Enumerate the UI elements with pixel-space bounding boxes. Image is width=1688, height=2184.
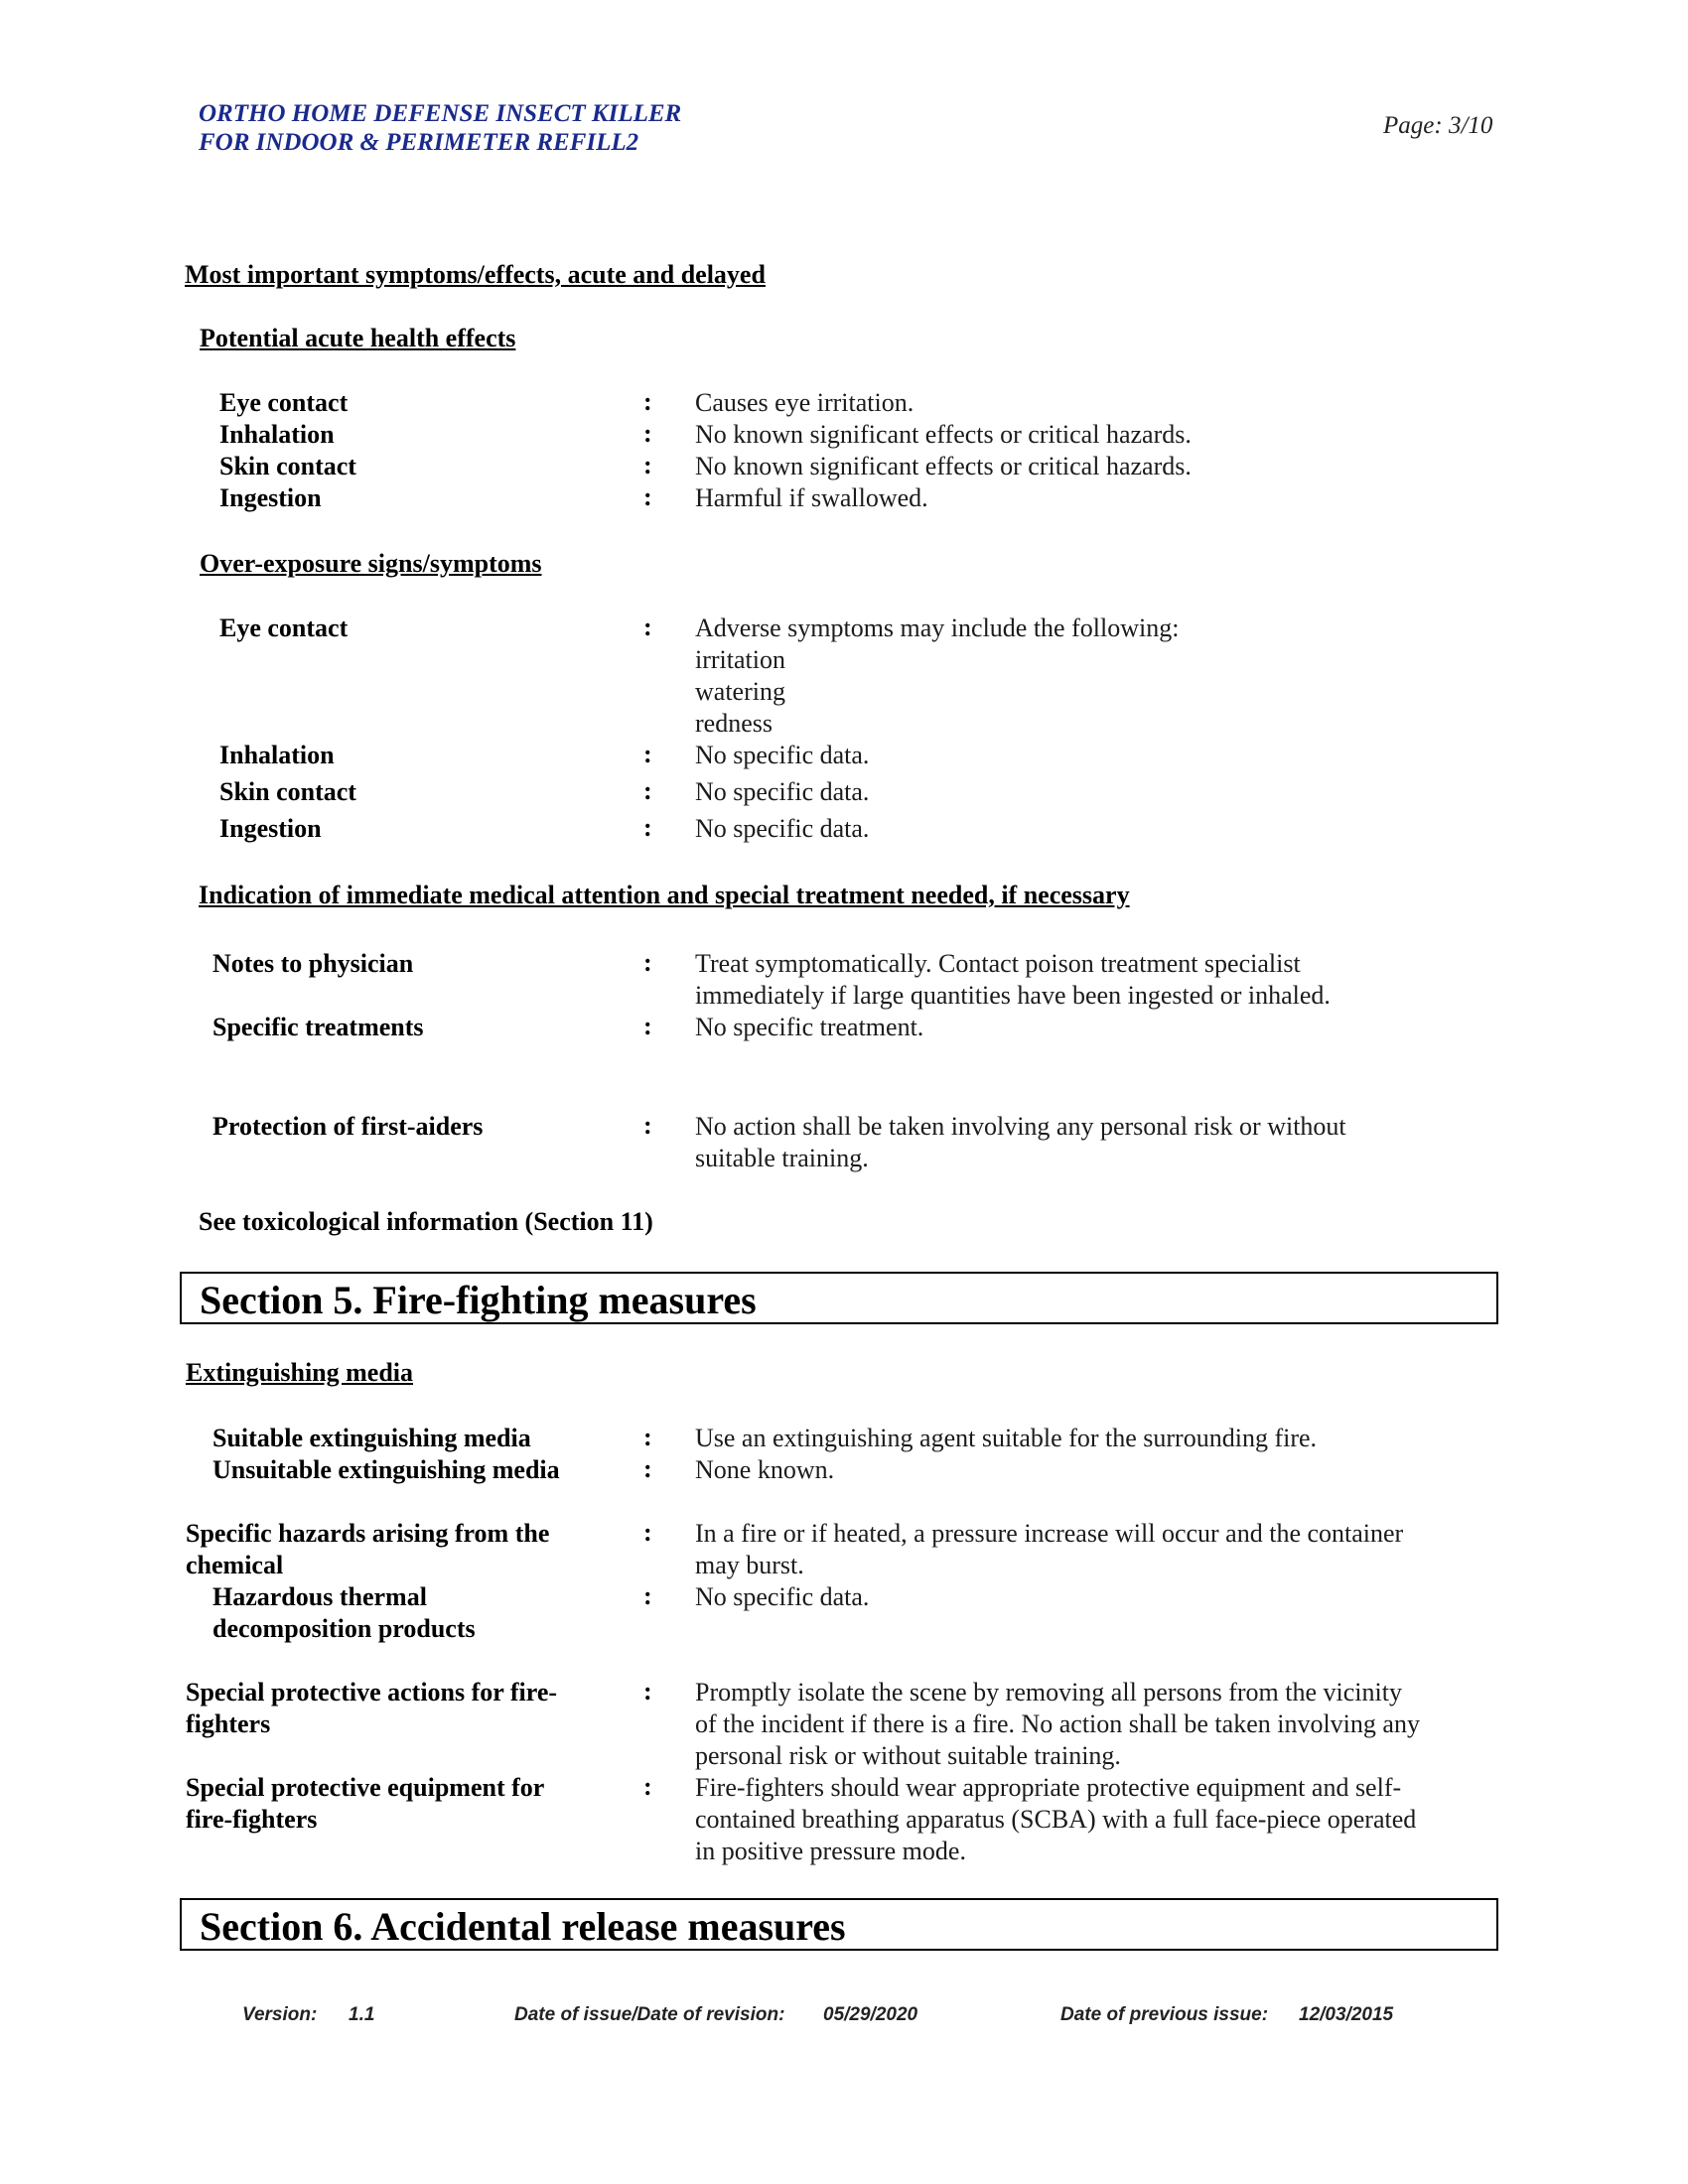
over-inhalation-label: Inhalation: [219, 741, 335, 769]
over-skin-colon: :: [643, 776, 652, 805]
first-aiders-line: suitable training.: [695, 1144, 869, 1172]
acute-skin-label: Skin contact: [219, 452, 356, 480]
acute-inhalation-value: No known significant effects or critical hazards.: [695, 420, 1192, 449]
protective-actions-line: of the incident if there is a fire. No action shall be taken involving any: [695, 1709, 1420, 1738]
suitable-media-colon: :: [643, 1423, 652, 1451]
footer-version-value: 1.1: [349, 2004, 375, 2025]
unsuitable-media-colon: :: [643, 1454, 652, 1483]
first-aiders-label: Protection of first-aiders: [212, 1112, 484, 1141]
over-skin-label: Skin contact: [219, 777, 356, 806]
specific-hazards-label-line: Specific hazards arising from the: [186, 1519, 550, 1548]
thermal-label-line: decomposition products: [212, 1614, 476, 1643]
first-aiders-colon: :: [643, 1111, 652, 1140]
product-name-line1: ORTHO HOME DEFENSE INSECT KILLER: [199, 100, 682, 127]
section-6-header: [180, 1898, 1498, 1951]
protective-actions-label-line: fighters: [186, 1709, 271, 1738]
thermal-label-line: Hazardous thermal: [212, 1582, 427, 1611]
protective-equipment-label-line: fire-fighters: [186, 1805, 318, 1834]
protective-equipment-label-line: Special protective equipment for: [186, 1773, 545, 1802]
acute-inhalation-colon: :: [643, 419, 652, 448]
notes-line: immediately if large quantities have been ingested or inhaled.: [695, 981, 1331, 1010]
footer-version-label: Version:: [242, 2004, 318, 2025]
product-name-line2: FOR INDOOR & PERIMETER REFILL2: [199, 129, 639, 156]
unsuitable-media-value: None known.: [695, 1455, 835, 1484]
protective-actions-line: Promptly isolate the scene by removing all persons from the vicinity: [695, 1678, 1402, 1706]
section-6-title: Section 6. Accidental release measures: [200, 1904, 846, 1949]
acute-skin-value: No known significant effects or critical hazards.: [695, 452, 1192, 480]
over-skin-value: No specific data.: [695, 777, 870, 806]
thermal-decomposition-colon: :: [643, 1581, 652, 1610]
notes-colon: :: [643, 948, 652, 977]
notes-value: [695, 948, 1331, 1012]
protective-actions-line: personal risk or without suitable training.: [695, 1741, 1121, 1770]
protective-equipment-value: [695, 1772, 1416, 1867]
footer-previous-label: Date of previous issue:: [1060, 2004, 1269, 2025]
over-inhalation-colon: :: [643, 740, 652, 768]
medical-heading: Indication of immediate medical attention and special treatment needed, if necessary: [199, 881, 1130, 909]
protective-equipment-colon: :: [643, 1772, 652, 1801]
section-5-header: [180, 1272, 1498, 1324]
footer-previous-value: 12/03/2015: [1299, 2004, 1394, 2025]
acute-eye-value: Causes eye irritation.: [695, 388, 914, 417]
first-aiders-line: No action shall be taken involving any personal risk or without: [695, 1112, 1346, 1141]
acute-skin-colon: :: [643, 451, 652, 479]
acute-eye-label: Eye contact: [219, 388, 349, 417]
over-eye-value: [695, 613, 1179, 740]
suitable-media-label: Suitable extinguishing media: [212, 1424, 531, 1452]
notes-line: Treat symptomatically. Contact poison treatment specialist: [695, 949, 1301, 978]
protective-actions-label-line: Special protective actions for fire-: [186, 1678, 558, 1706]
protective-actions-colon: :: [643, 1677, 652, 1706]
acute-effects-heading: Potential acute health effects: [200, 324, 516, 352]
over-eye-label: Eye contact: [219, 614, 349, 642]
overexposure-heading: Over-exposure signs/symptoms: [200, 549, 542, 578]
acute-ingestion-value: Harmful if swallowed.: [695, 483, 928, 512]
thermal-decomposition-value: No specific data.: [695, 1582, 870, 1611]
over-inhalation-value: No specific data.: [695, 741, 870, 769]
specific-hazards-label: [186, 1518, 549, 1581]
over-ingestion-value: No specific data.: [695, 814, 870, 843]
treatments-colon: :: [643, 1012, 652, 1040]
acute-eye-colon: :: [643, 387, 652, 416]
protective-equipment-line: in positive pressure mode.: [695, 1837, 966, 1865]
protective-actions-label: [186, 1677, 557, 1740]
specific-hazards-label-line: chemical: [186, 1551, 284, 1579]
specific-hazards-colon: :: [643, 1518, 652, 1547]
section-5-title: Section 5. Fire-fighting measures: [200, 1278, 757, 1322]
protective-actions-value: [695, 1677, 1420, 1772]
specific-hazards-value: [695, 1518, 1403, 1581]
symptoms-heading: Most important symptoms/effects, acute and delayed: [185, 260, 766, 289]
over-eye-line: redness: [695, 709, 773, 738]
specific-hazards-line: may burst.: [695, 1551, 804, 1579]
acute-inhalation-label: Inhalation: [219, 420, 335, 449]
over-ingestion-colon: :: [643, 813, 652, 842]
acute-ingestion-label: Ingestion: [219, 483, 322, 512]
treatments-value: No specific treatment.: [695, 1013, 924, 1041]
notes-label: Notes to physician: [212, 949, 414, 978]
page-number: Page: 3/10: [1383, 112, 1493, 139]
unsuitable-media-label: Unsuitable extinguishing media: [212, 1455, 560, 1484]
thermal-decomposition-label: [212, 1581, 476, 1645]
suitable-media-value: Use an extinguishing agent suitable for the surrounding fire.: [695, 1424, 1318, 1452]
first-aiders-value: [695, 1111, 1346, 1174]
see-toxicological: See toxicological information (Section 11): [199, 1207, 653, 1236]
footer-issue-value: 05/29/2020: [823, 2004, 918, 2025]
over-eye-line: irritation: [695, 645, 785, 674]
protective-equipment-line: contained breathing apparatus (SCBA) with a full face-piece operated: [695, 1805, 1417, 1834]
over-ingestion-label: Ingestion: [219, 814, 322, 843]
product-name: [199, 99, 681, 157]
over-eye-line: watering: [695, 677, 785, 706]
over-eye-colon: :: [643, 613, 652, 641]
treatments-label: Specific treatments: [212, 1013, 424, 1041]
specific-hazards-line: In a fire or if heated, a pressure increase will occur and the container: [695, 1519, 1404, 1548]
protective-equipment-label: [186, 1772, 544, 1836]
extinguishing-media-heading: Extinguishing media: [186, 1358, 414, 1387]
footer-issue-label: Date of issue/Date of revision:: [514, 2004, 785, 2025]
over-eye-line: Adverse symptoms may include the following:: [695, 614, 1180, 642]
acute-ingestion-colon: :: [643, 482, 652, 511]
protective-equipment-line: Fire-fighters should wear appropriate protective equipment and self-: [695, 1773, 1402, 1802]
